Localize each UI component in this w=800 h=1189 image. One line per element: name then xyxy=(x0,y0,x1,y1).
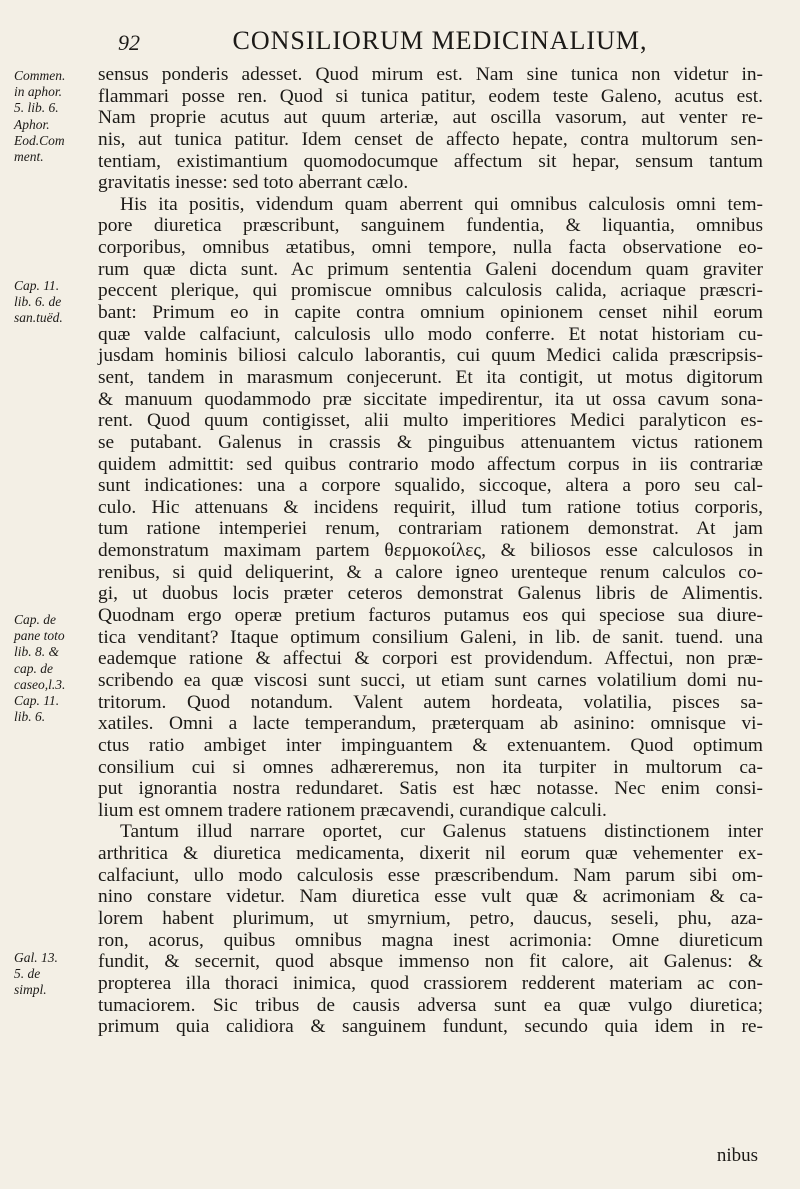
main-text xyxy=(98,64,763,1038)
text-line: eademque ratione & affectui & corpori est providendum. Affectui, non præ- xyxy=(98,648,763,670)
text-line: put ignorantia nostra redundaret. Satis est hæc notasse. Nec enim consi- xyxy=(98,778,763,800)
text-line: Quodnam ergo operæ pretium facturos putamus eos qui speciose sua diure- xyxy=(98,605,763,627)
text-line: quæ valde calfaciunt, calculosis ullo modo conferre. Et notat historiam cu- xyxy=(98,323,763,345)
running-head xyxy=(110,22,770,62)
text-line: renibus, si quid deliquerint, & a calore igneo urenteque renum calculos co- xyxy=(98,561,763,583)
text-line: peccent plerique, qui promiscue omnibus calculosis calida, acriaque præscri- xyxy=(98,280,763,302)
text-line: quidem admittit: sed quibus contrario modo affectum corpus in iis contrariæ xyxy=(98,453,763,475)
margin-note: Cap. 11. lib. 6. de san.tuëd. xyxy=(14,278,63,326)
text-line: lorem habent plurimum, ut smyrnium, petro, daucus, seseli, phu, aza- xyxy=(98,907,763,929)
margin-note: Commen. in aphor. 5. lib. 6. Aphor. Eod.Com ment. xyxy=(14,68,66,165)
text-line: rum quæ dicta sunt. Ac primum sententia Galeni docendum quam graviter xyxy=(98,258,763,280)
margin-note: Cap. de pane toto lib. 8. & cap. de caseo,l.3. Cap. 11. lib. 6. xyxy=(14,612,66,725)
text-line: arthritica & diuretica medicamenta, dixerit nil eorum quæ vehementer ex- xyxy=(98,843,763,865)
text-line: xatiles. Omni a lacte temperandum, præterquam ab asinino: omnisque vi- xyxy=(98,713,763,735)
text-line: se putabant. Galenus in crassis & pinguibus attenuantem victus rationem xyxy=(98,431,763,453)
catchword: nibus xyxy=(716,1145,758,1166)
text-line: & manuum quodammodo præ siccitate impedirentur, ita ut ossa cavum sona- xyxy=(98,388,763,410)
text-line: tica venditant? Itaque optimum consilium Galeni, in lib. de sanit. tuend. una xyxy=(98,626,763,648)
text-line: primum quia calidiora & sanguinem fundunt, secundo quia idem in re- xyxy=(98,1016,763,1038)
text-line: sent, tandem in marasmum conjecerunt. Et ita contigit, ut motus digitorum xyxy=(98,366,763,388)
text-line: scribendo ea quæ viscosi sunt succi, ut etiam sunt carnes volatilium domi nu- xyxy=(98,669,763,691)
text-line: nis, aut tunica patitur. Idem censet de affecto hepate, contra multorum sen- xyxy=(98,128,763,150)
text-line: lium est omnem tradere rationem præcavendi, curandique calculi. xyxy=(98,799,607,821)
text-line: corporibus, omnibus ætatibus, omni tempore, nulla facta observatione eo- xyxy=(98,237,763,259)
text-line: tritorum. Quod notandum. Valent autem hordeata, volatilia, pisces sa- xyxy=(98,691,763,713)
text-line: jusdam hominis biliosi calculo laborantis, cui quum Medici calida præscripsis- xyxy=(98,345,763,367)
text-line: sunt indicationes: una a corpore squalido, siccoque, altera a poro seu cal- xyxy=(98,475,763,497)
text-line: calfaciunt, ullo modo calculosis esse præscribendum. Nam parum sibi om- xyxy=(98,864,763,886)
text-line: gi, ut duobus locis præter ceteros demonstrat Galenus libris de Alimentis. xyxy=(98,583,763,605)
text-line: nino constare videtur. Nam diuretica esse vult quæ & acrimoniam & ca- xyxy=(98,886,763,908)
text-line: fundit, & secernit, quod absque immenso non fit calore, ait Galenus: & xyxy=(98,951,763,973)
page-number: 92 xyxy=(118,30,140,55)
text-line: tentiam, existimantium quomodocumque affectum sit hepar, sensum tantum xyxy=(98,150,763,172)
text-line: tum ratione intemperiei renum, contrariam rationem demonstrat. At jam xyxy=(98,518,763,540)
paragraph-start-line: Tantum illud narrare oportet, cur Galenus statuens distinctionem inter xyxy=(120,821,763,843)
text-line: sensus ponderis adesset. Quod mirum est. Nam sine tunica non videtur in- xyxy=(98,64,763,85)
text-line: flammari posse ren. Quod si tunica patitur, eodem teste Galeno, acutus est. xyxy=(98,85,763,107)
text-line: propterea illa thoraci inimica, quod crassiorem redderent materiam ac con- xyxy=(98,972,763,994)
text-line: culo. Hic attenuans & incidens requirit, illud tum ratione totius corporis, xyxy=(98,496,763,518)
running-title: CONSILIORUM MEDICINALIUM, xyxy=(232,26,648,55)
text-line: ron, acorus, quibus omnibus magna inest acrimonia: Omne diureticum xyxy=(98,929,763,951)
text-line: Nam proprie acutus aut quum arteriæ, aut oscilla vasorum, aut venter re- xyxy=(98,107,763,129)
text-line: demonstratum maximam partem θερμοκοίλες, & biliosos esse calculosos in xyxy=(98,540,763,562)
text-line: rent. Quod quum contigisset, alii multo imperitiores Medici paralyticon es- xyxy=(98,410,763,432)
text-line: bant: Primum eo in capite contra omnium opinionem censet nihil eorum xyxy=(98,302,763,324)
text-line: pore diuretica præscribunt, sanguinem fundentia, & liquantia, omnibus xyxy=(98,215,763,237)
paragraph-start-line: His ita positis, videndum quam aberrent qui omnibus calculosis omni tem- xyxy=(120,193,763,215)
margin-note: Gal. 13. 5. de simpl. xyxy=(14,950,58,998)
text-line: gravitatis inesse: sed toto aberrant cælo. xyxy=(98,172,409,194)
text-line: ctus ratio ambiget inter impinguantem & extenuantem. Quod optimum xyxy=(98,734,763,756)
text-line: tumaciorem. Sic tribus de causis adversa sunt ea quæ vulgo diuretica; xyxy=(98,994,763,1016)
text-line: consilium cui si omnes adhæreremus, non ita turpiter in multorum ca- xyxy=(98,756,763,778)
